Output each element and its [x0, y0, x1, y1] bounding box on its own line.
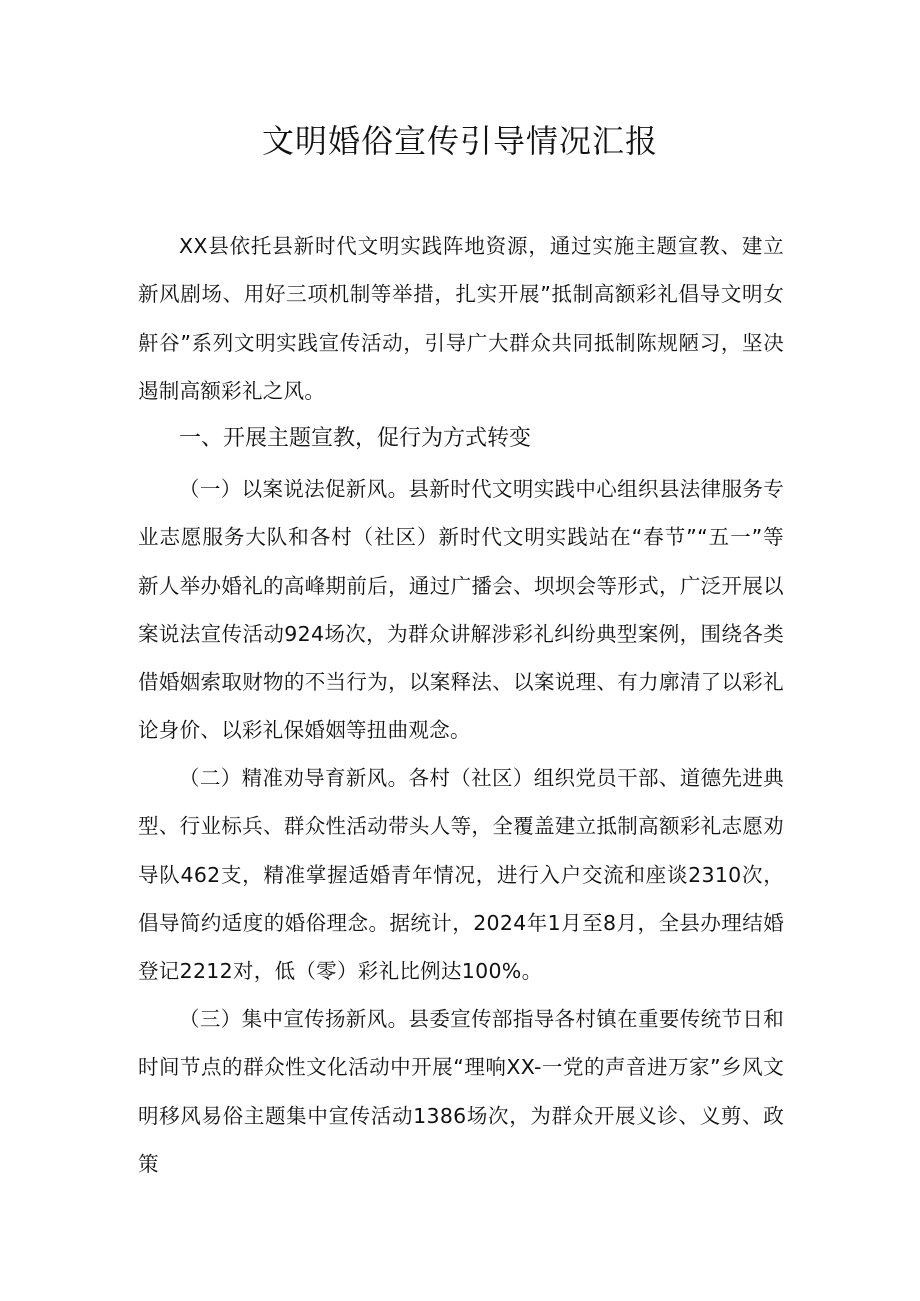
document-title: 文明婚俗宣传引导情况汇报 [261, 122, 658, 160]
section-heading: 一、开展主题宣教，促行为方式转变 [179, 426, 532, 451]
paragraph-centralized-publicity: （三）集中宣传扬新风。县委宣传部指导各村镇在重要传统节日和时间节点的群众性文化活动中开展“理响XX-一党的声音进万家”乡风文明移风易俗主题集中宣传活动1386场次，为群众开展义诊、义剪、政策 [138, 1007, 784, 1176]
paragraph-case-law: （一）以案说法促新风。县新时代文明实践中心组织县法律服务专业志愿服务大队和各村（社区）新时代文明实践站在“春节”“五一”等新人举办婚礼的高峰期前后，通过广播会、坝坝会等形式，广泛开展以案说法宣传活动924场次，为群众讲解涉彩礼纠纷典型案例，围绕各类借婚姻索取财物的不当行为，以案释法、以案说理、有力廓清了以彩礼论身价、以彩礼保婚姻等扭曲观念。 [138, 477, 784, 743]
paragraph-precise-guidance: （二）精准劝导育新风。各村（社区）组织党员干部、道德先进典型、行业标兵、群众性活动带头人等，全覆盖建立抵制高额彩礼志愿劝导队462支，精准掌握适婚青年情况，进行入户交流和座谈2310次，倡导简约适度的婚俗理念。据统计，2024年1月至8月，全县办理结婚登记2212对，低（零）彩礼比例达100%。 [138, 766, 784, 984]
intro-paragraph: XX县依托县新时代文明实践阵地资源，通过实施主题宣教、建立新风剧场、用好三项机制等举措，扎实开展”抵制高额彩礼倡导文明女鼾谷”系列文明实践宣传活动，引导广大群众共同抵制陈规陋习，坚决遏制高额彩礼之风。 [138, 234, 784, 403]
